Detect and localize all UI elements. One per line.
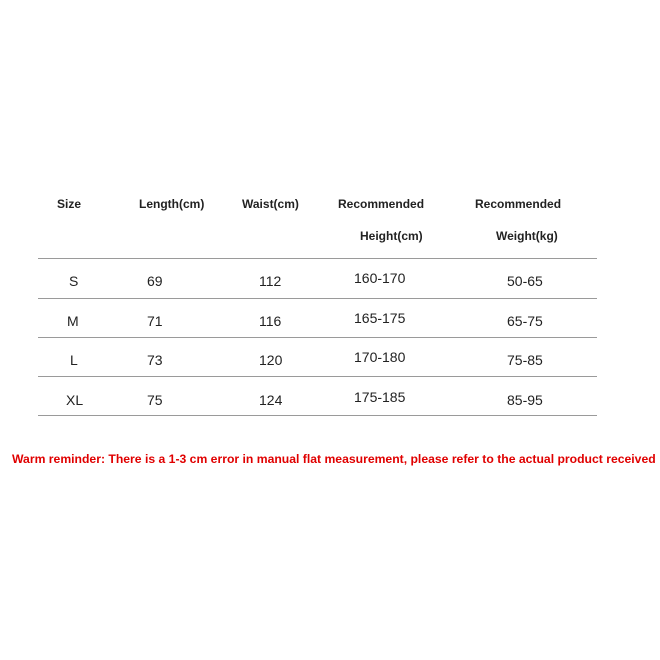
- header-waist: Waist(cm): [242, 197, 299, 211]
- row-divider: [38, 298, 597, 299]
- cell-weight: 50-65: [507, 273, 543, 289]
- cell-length: 71: [147, 313, 163, 329]
- cell-waist: 116: [259, 313, 282, 329]
- cell-waist: 120: [259, 352, 283, 368]
- row-divider: [38, 337, 597, 338]
- cell-weight: 65-75: [507, 313, 543, 329]
- cell-height: 170-180: [354, 349, 406, 365]
- row-divider: [38, 258, 597, 259]
- cell-weight: 75-85: [507, 352, 543, 368]
- cell-height: 175-185: [354, 389, 406, 405]
- header-weight-line2: Weight(kg): [496, 229, 558, 243]
- cell-size: XL: [66, 392, 84, 408]
- cell-length: 73: [147, 352, 163, 368]
- cell-length: 69: [147, 273, 163, 289]
- cell-waist: 124: [259, 392, 283, 408]
- cell-size: L: [70, 352, 78, 368]
- row-divider: [38, 415, 597, 416]
- header-size: Size: [57, 197, 82, 211]
- cell-height: 160-170: [354, 270, 406, 286]
- warm-reminder-note: Warm reminder: There is a 1-3 cm error in manual flat measurement, please refer to the actual product received: [12, 452, 656, 466]
- cell-waist: 112: [259, 273, 282, 289]
- header-height-line2: Height(cm): [360, 229, 423, 243]
- cell-size: S: [69, 273, 79, 289]
- cell-length: 75: [147, 392, 163, 408]
- header-height-line1: Recommended: [338, 197, 425, 211]
- cell-height: 165-175: [354, 310, 406, 326]
- header-weight-line1: Recommended: [475, 197, 562, 211]
- cell-size: M: [67, 313, 79, 329]
- cell-weight: 85-95: [507, 392, 543, 408]
- header-length: Length(cm): [139, 197, 205, 211]
- row-divider: [38, 376, 597, 377]
